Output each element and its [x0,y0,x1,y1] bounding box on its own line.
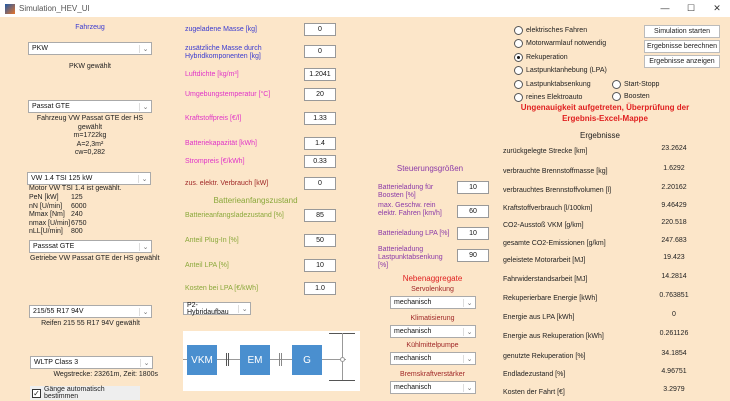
chevron-down-icon: ⌄ [140,359,152,367]
aux-heading: Nebenaggregate [402,274,463,283]
model-msg-line: m=1722kg [73,132,107,139]
battery-label: Anteil Plug-In [%] [185,237,239,244]
result-value: 4.96751 [661,368,687,375]
matlab-logo-icon [5,4,15,14]
param-input[interactable]: 0 [304,45,336,58]
warning-line: Ergebnis-Excel-Mappe [562,114,648,123]
engine-param-label: PeN [kW] [29,194,59,201]
battery-label: Anteil LPA [%] [185,262,229,269]
result-label: zurückgelegte Strecke [km] [503,148,588,155]
engine-param-value: 6750 [71,219,87,227]
mode-radio[interactable] [514,66,607,75]
chevron-down-icon: ⌄ [463,384,475,392]
vehicle-model-select[interactable] [28,100,152,113]
chevron-down-icon: ⌄ [463,299,475,307]
result-label: Rekuperierbare Energie [kWh] [503,295,598,302]
mode-label: reines Elektroauto [526,94,583,101]
result-label: verbrauchte Brennstoffmasse [kg] [503,168,608,175]
control-input[interactable]: 60 [457,205,489,218]
radio-circle-icon [514,53,523,62]
block-vkm: VKM [187,345,217,375]
warning-message [505,102,705,124]
result-value: 19.423 [663,254,685,261]
mode-radio[interactable] [514,93,582,102]
engine-param-row [29,220,87,229]
gearbox-message: Getriebe VW Passat GTE der HS gewählt [30,255,160,262]
engine-param-label: nmax [U/min] [29,219,71,227]
result-value: 220.518 [661,219,687,226]
checkmark-icon: ✓ [33,388,40,398]
param-label: Batteriekapazität [kWh] [185,140,257,147]
radio-circle-icon [514,26,523,35]
battery-label: Kosten bei LPA [€/kWh] [185,285,259,292]
chevron-down-icon: ⌄ [463,355,475,363]
param-input[interactable]: 1.2041 [304,68,336,81]
vehicle-type-select[interactable] [28,42,152,55]
chevron-down-icon: ⌄ [139,308,151,316]
chevron-down-icon: ⌄ [139,45,151,53]
vehicle-heading: Fahrzeug [75,24,105,31]
cycle-message: Wegstrecke: 23261m, Zeit: 1800s [53,371,158,378]
engine-param-value: 240 [71,211,83,219]
result-label: Fahrwiderstandsarbeit [MJ] [503,276,588,283]
tire-value: 215/55 R17 94V [33,308,84,315]
engine-param-value: 125 [71,194,83,201]
engine-param-row [29,194,87,203]
gearbox-value: Passsat GTE [33,243,75,250]
result-label: gesamte CO2-Emissionen [g/km] [503,240,606,247]
aux-select[interactable] [390,381,476,394]
result-value: 1.6292 [663,165,685,172]
result-value: 9.46429 [661,202,687,209]
hybrid-layout-select[interactable] [183,302,251,315]
aux-select-value: mechanisch [394,299,432,306]
auto-gears-label: Gänge automatisch bestimmen [43,386,105,400]
result-label: genutzte Rekuperation [%] [503,353,586,360]
vehicle-type-message: PKW gewählt [68,63,112,70]
mode-label: Motorwarmlauf notwendig [526,40,607,47]
hybrid-layout-value: P2-Hybridaufbau [187,301,229,316]
radio-circle-icon [514,39,523,48]
result-value: 0 [672,311,676,318]
model-msg-line: Fahrzeug VW Passat GTE der HS [36,115,144,122]
model-msg-line: gewählt [77,123,103,131]
block-g: G [292,345,322,375]
result-value: 3.2979 [663,386,685,393]
battery-heading: Batterieanfangszustand [213,196,298,205]
cycle-value: WLTP Class 3 [34,359,79,366]
chevron-down-icon: ⌄ [139,243,151,251]
param-label: Umgebungstemperatur [°C] [185,91,271,98]
result-label: Endladezustand [%] [503,371,566,378]
control-label: Batterieladung Lastpunktabsenkung [%] [378,246,443,269]
wheel-icon [340,357,345,362]
param-label: Kraftstoffpreis [€/l] [185,115,242,122]
control-label: max. Geschw. rein elektr. Fahren [km/h] [378,202,442,217]
param-input[interactable]: 1.33 [304,112,336,125]
vehicle-model-value: Passat GTE [32,103,70,110]
battery-input[interactable]: 10 [304,259,336,272]
control-input[interactable]: 90 [457,249,489,262]
engine-param-value: 800 [71,228,83,236]
param-input[interactable]: 0.33 [304,155,336,168]
mode-radio[interactable] [514,53,568,62]
param-input[interactable]: 1.4 [304,137,336,150]
result-value: 2.20162 [661,184,687,191]
results-heading: Ergebnisse [579,131,621,140]
aux-select[interactable] [390,296,476,309]
result-label: Energie aus LPA [kWh] [503,314,575,321]
minimize-button[interactable]: — [660,3,670,13]
result-label: verbrauchtes Brennstoffvolumen [l] [503,187,612,194]
result-label: geleistete Motorarbeit [MJ] [503,257,586,264]
tire-message: Reifen 215 55 R17 94V gewählt [41,320,140,327]
title-bar [0,0,730,17]
chevron-down-icon: ⌄ [138,175,150,183]
window-title: Simulation_HEV_UI [19,4,90,13]
radio-circle-icon [514,66,523,75]
calculate-results-button[interactable]: Ergebnisse berechnen [644,40,720,53]
show-results-button[interactable]: Ergebnisse anzeigen [644,55,720,68]
control-input[interactable]: 10 [457,181,489,194]
result-label: Kraftstoffverbrauch [l/100km] [503,205,593,212]
engine-select[interactable] [27,172,151,185]
aux-label: Bremskraftverstärker [400,371,465,378]
engine-param-row [29,228,87,237]
radio-circle-icon [612,92,621,101]
hybrid-diagram [183,331,360,391]
engine-param-label: nN [U/min] [29,202,63,210]
param-label: zus. elektr. Verbrauch [kW] [185,180,269,187]
result-value: 0.261126 [659,330,689,337]
param-label: Luftdichte [kg/m³] [185,71,239,78]
param-input[interactable]: 0 [304,177,336,190]
model-msg-line: cw=0,282 [74,149,106,156]
aux-label: Servolenkung [411,286,454,293]
result-value: 14.2814 [661,273,687,280]
control-label: Batterieladung für Boosten [%] [378,184,434,199]
battery-input[interactable]: 1.0 [304,282,336,295]
chevron-down-icon: ⌄ [139,103,151,111]
result-value: 247.683 [661,237,687,244]
aux-select[interactable] [390,352,476,365]
result-value: 23.2624 [661,145,687,152]
param-label: zusätzliche Masse durch Hybridkomponenten [kg] [185,45,262,60]
chevron-down-icon: ⌄ [463,328,475,336]
mode-radio[interactable] [514,80,591,89]
engine-param-label: Mmax [Nm] [29,211,65,219]
mode-label: Lastpunktanhebung (LPA) [526,67,607,74]
chevron-down-icon: ⌄ [238,305,250,313]
param-input[interactable]: 0 [304,23,336,36]
aux-label: Klimatisierung [410,315,455,322]
engine-param-value: 6000 [71,202,87,210]
param-label: Strompreis [€/kWh] [185,158,245,165]
maximize-button[interactable]: ☐ [686,3,696,13]
radio-circle-icon [612,80,621,89]
result-label: Kosten der Fahrt [€] [503,389,565,396]
control-label: Batterieladung LPA [%] [378,230,450,237]
radio-circle-icon [514,93,523,102]
aux-select-value: mechanisch [394,355,432,362]
cycle-select[interactable] [30,356,153,369]
vehicle-model-message [28,115,152,158]
aux-select-value: mechanisch [394,384,432,391]
mode-label: Rekuperation [526,54,568,61]
mode-label: Boosten [624,93,650,100]
param-label: zugeladene Masse [kg] [185,26,257,33]
battery-input[interactable]: 85 [304,209,336,222]
aux-select-value: mechanisch [394,328,432,335]
close-button[interactable]: ✕ [713,3,721,13]
control-input[interactable]: 10 [457,227,489,240]
block-em: EM [240,345,270,375]
engine-param-row [29,203,87,212]
mode-label: Lastpunktabsenkung [526,81,591,88]
model-msg-line: A=2,3m² [76,140,104,148]
aux-label: Kühlmittelpumpe [406,342,459,349]
vehicle-type-value: PKW [32,45,48,52]
result-label: CO2-Ausstoß VKM [g/km] [503,222,584,229]
result-value: 0.763851 [659,292,689,299]
mode-radio[interactable] [514,26,587,35]
radio-circle-icon [514,80,523,89]
mode-label: Start-Stopp [624,81,660,88]
param-input[interactable]: 20 [304,88,336,101]
engine-param-row [29,211,87,220]
auto-gears-checkbox[interactable] [30,386,140,400]
start-simulation-button[interactable]: Simulation starten [644,25,720,38]
control-heading: Steuerungsgrößen [396,164,464,173]
mode-radio[interactable] [612,80,659,89]
battery-input[interactable]: 50 [304,234,336,247]
tire-select[interactable] [29,305,152,318]
result-value: 34.1854 [661,350,687,357]
engine-value: VW 1.4 TSI 125 kW [31,175,93,182]
warning-line: Ungenauigkeit aufgetreten, Überprüfung der [520,103,690,112]
aux-select[interactable] [390,325,476,338]
battery-label: Batterieanfangsladezustand [%] [185,212,284,219]
engine-message: Motor VW TSI 1.4 ist gewählt. [29,185,122,192]
mode-radio[interactable] [612,92,650,101]
gearbox-select[interactable] [29,240,152,253]
mode-label: elektrisches Fahren [526,27,588,34]
result-label: Energie aus Rekuperation [kWh] [503,333,604,340]
engine-params [29,194,87,237]
mode-radio[interactable] [514,39,606,48]
engine-param-label: nLL[U/min] [29,228,63,236]
